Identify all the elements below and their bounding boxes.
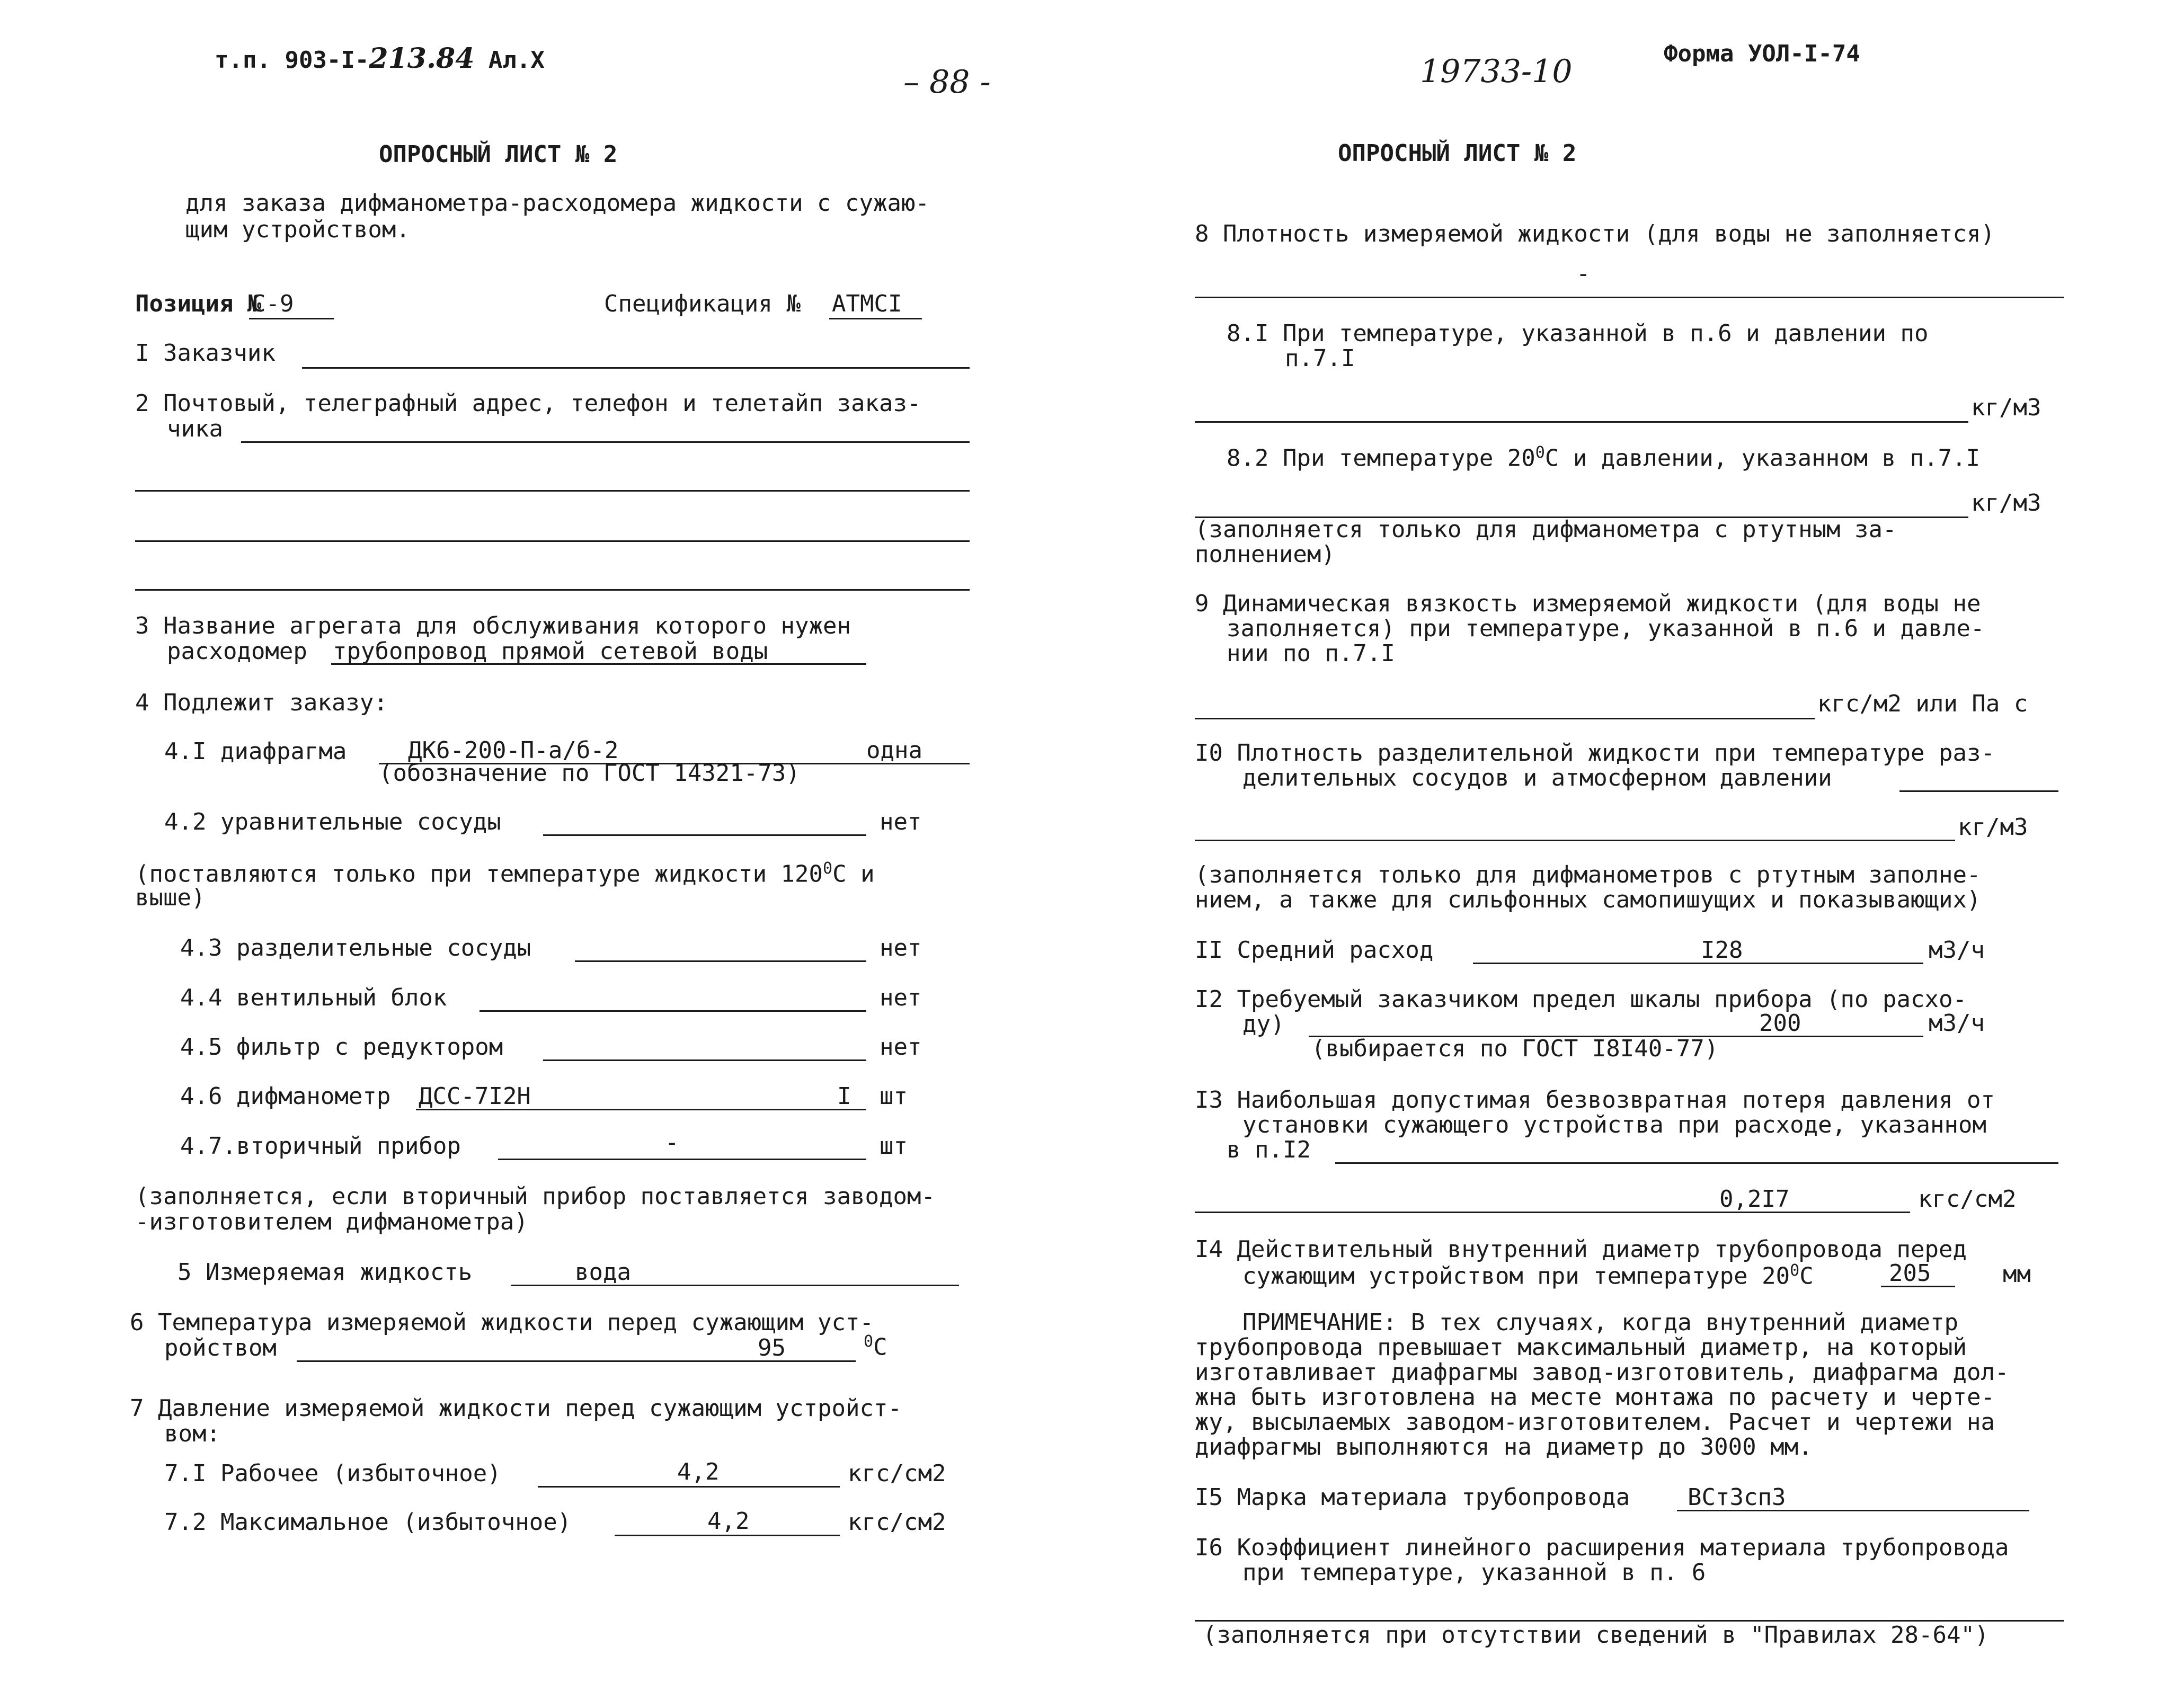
item-9-line-3: нии по п.7.I bbox=[1227, 640, 1395, 667]
item-4-4-label: 4.4 вентильный блок bbox=[180, 984, 447, 1011]
item-4-7-note-line-2: -изготовителем дифманометра) bbox=[135, 1208, 528, 1235]
item-8-2-note-line-1: (заполняется только для дифманометра с ртутным за- bbox=[1195, 516, 1897, 543]
item-4-5-value: нет bbox=[880, 1034, 922, 1061]
item-6-line-1: 6 Температура измеряемой жидкости перед сужающим уст- bbox=[130, 1309, 874, 1336]
note-line-2: трубопровода превышает максимальный диаметр, на который bbox=[1195, 1334, 1967, 1361]
position-value: С-9 bbox=[252, 290, 294, 317]
item-7-1-value: 4,2 bbox=[677, 1458, 720, 1485]
item-9-line-1: 9 Динамическая вязкость измеряемой жидкости (для воды не bbox=[1195, 590, 1981, 617]
right-page-title: ОПРОСНЫЙ ЛИСТ № 2 bbox=[1338, 140, 1577, 167]
item-4-7-label: 4.7.вторичный прибор bbox=[180, 1133, 461, 1160]
item-7-line-1: 7 Давление измеряемой жидкости перед сужающим устройст- bbox=[130, 1395, 902, 1422]
item-9-line-2: заполняется) при температуре, указанной в п.6 и давле- bbox=[1227, 615, 1985, 642]
position-label: Позиция № bbox=[135, 290, 262, 317]
item-9-unit: кгс/м2 или Па с bbox=[1817, 690, 2028, 717]
item-14-unit: мм bbox=[2003, 1261, 2031, 1288]
item-13-line-3: в п.I2 bbox=[1227, 1136, 1311, 1163]
item-15-label: I5 Марка материала трубопровода bbox=[1195, 1484, 1630, 1511]
item-7-1-underline bbox=[538, 1486, 840, 1488]
item-2-address-line-2: чика bbox=[167, 415, 223, 442]
item-7-2-underline bbox=[615, 1535, 840, 1536]
item-16-line-2: при температуре, указанной в п. 6 bbox=[1242, 1559, 1706, 1586]
item-5-underline bbox=[511, 1285, 959, 1286]
item-11-label: II Средний расход bbox=[1195, 937, 1434, 964]
item-4-2-underline bbox=[543, 834, 866, 836]
item-4-3-value: нет bbox=[880, 934, 922, 961]
item-1-customer: I Заказчик bbox=[135, 340, 276, 367]
item-8-2-label: 8.2 При температуре $20^0С$ и давлении, указанном в п.7.I bbox=[1227, 443, 1981, 472]
item-7-line-2: вом: bbox=[164, 1420, 220, 1447]
item-4-1-label: 4.I диафрагма bbox=[164, 738, 347, 765]
item-8-value: - bbox=[1576, 260, 1591, 287]
item-9-underline bbox=[1195, 718, 1815, 719]
item-6-value: 95 bbox=[758, 1334, 786, 1361]
item-12-note: (выбирается по ГОСТ I8I40-77) bbox=[1311, 1035, 1719, 1062]
item-8-2-unit: кг/м3 bbox=[1971, 489, 2041, 517]
item-11-unit: м3/ч bbox=[1929, 937, 1985, 964]
item-8-underline bbox=[1195, 297, 2064, 298]
item-14-line-1: I4 Действительный внутренний диаметр трубопровода перед bbox=[1195, 1236, 1967, 1263]
item-3-line-1: 3 Название агрегата для обслуживания которого нужен bbox=[135, 612, 851, 639]
note-line-3: изготавливает диафрагмы завод-изготовитель, диафрагма дол- bbox=[1195, 1359, 2009, 1386]
item-5-value: вода bbox=[575, 1259, 631, 1286]
item-4-2-label: 4.2 уравнительные сосуды bbox=[164, 808, 501, 835]
item-15-underline bbox=[1677, 1510, 2029, 1511]
note-line-6: диафрагмы выполняются на диаметр до 3000 мм. bbox=[1195, 1433, 1813, 1461]
item-6-unit: $^0$С bbox=[864, 1332, 887, 1361]
item-8-label: 8 Плотность измеряемой жидкости (для воды не заполняется) bbox=[1195, 220, 1995, 247]
address-line-d bbox=[135, 589, 970, 591]
item-13-underline-a bbox=[1335, 1162, 2058, 1164]
item-7-1-unit: кгс/см2 bbox=[848, 1460, 946, 1487]
address-line-a bbox=[241, 441, 970, 443]
item-14-line-2: сужающим устройством при температуре $20^0С$ bbox=[1242, 1261, 1814, 1290]
item-4-1-value: ДК6-200-П-а/б-2 bbox=[408, 737, 619, 764]
item-15-value: ВСт3сп3 bbox=[1688, 1484, 1786, 1511]
subtitle-line-1: для заказа дифманометра-расходомера жидкости с сужаю- bbox=[185, 190, 929, 217]
item-4-6-value: ДСС-7I2Н bbox=[419, 1083, 531, 1110]
customer-line bbox=[302, 367, 970, 369]
item-4-2-note-line-1: (поставляются только при температуре жидкости $120^0С$ и bbox=[135, 859, 875, 888]
item-10-note-line-1: (заполняется только для дифманометров с ртутным заполне- bbox=[1195, 861, 1981, 888]
document-number: 19733-10 bbox=[1420, 53, 1573, 90]
item-4-6-underline bbox=[416, 1109, 866, 1110]
item-12-line-1: I2 Требуемый заказчиком предел шкалы прибора (по расхо- bbox=[1195, 986, 1967, 1013]
spec-underline bbox=[829, 318, 922, 319]
item-3-underline bbox=[331, 663, 866, 665]
item-10-line-2: делительных сосудов и атмосферном давлении bbox=[1242, 764, 1832, 791]
item-4-2-note-line-2: выше) bbox=[135, 884, 206, 911]
item-4-7-note-line-1: (заполняется, если вторичный прибор поставляется заводом- bbox=[135, 1183, 935, 1210]
item-10-underline-a bbox=[1899, 790, 2058, 792]
position-underline bbox=[249, 318, 334, 319]
item-8-1-underline bbox=[1195, 421, 1968, 423]
item-4-3-label: 4.3 разделительные сосуды bbox=[180, 934, 531, 961]
item-3-line-2: расходомер bbox=[167, 638, 307, 665]
spec-value: АТМСI bbox=[832, 290, 902, 317]
document-reference: т.п. 903-I-213.84 Ал.X bbox=[215, 42, 545, 75]
item-3-value: трубопровод прямой сетевой воды bbox=[333, 638, 768, 665]
item-12-line-2: ду) bbox=[1242, 1011, 1285, 1038]
item-13-line-1: I3 Наибольшая допустимая безвозвратная потеря давления от bbox=[1195, 1087, 1995, 1114]
item-4-6-unit: шт bbox=[880, 1083, 908, 1110]
item-5-label: 5 Измеряемая жидкость bbox=[177, 1259, 473, 1286]
item-10-unit: кг/м3 bbox=[1958, 814, 2028, 841]
item-13-line-2: установки сужающего устройства при расходе, указанном bbox=[1242, 1111, 1986, 1138]
handwritten-reference-number: 213.84 bbox=[369, 42, 475, 75]
item-10-line-1: I0 Плотность разделительной жидкости при температуре раз- bbox=[1195, 740, 1995, 767]
item-4-5-underline bbox=[543, 1059, 866, 1061]
address-line-b bbox=[135, 490, 970, 492]
item-12-unit: м3/ч bbox=[1929, 1010, 1985, 1037]
item-7-2-value: 4,2 bbox=[707, 1508, 750, 1535]
item-7-2-unit: кгс/см2 bbox=[848, 1509, 946, 1536]
item-4-1-note: (обозначение по ГОСТ 14321-73) bbox=[379, 760, 800, 787]
note-line-1: ПРИМЕЧАНИЕ: В тех случаях, когда внутренний диаметр bbox=[1242, 1309, 1959, 1336]
form-label: Форма УОЛ-I-74 bbox=[1664, 40, 1860, 67]
note-line-5: жу, высылаемых заводом-изготовителем. Расчет и чертежи на bbox=[1195, 1409, 1995, 1436]
item-13-unit: кгс/см2 bbox=[1918, 1186, 2017, 1213]
item-8-1-line-2: п.7.I bbox=[1285, 345, 1355, 372]
item-14-value: 205 bbox=[1889, 1260, 1931, 1287]
item-10-note-line-2: нием, а также для сильфонных самопишущих и показывающих) bbox=[1195, 886, 1981, 913]
item-2-address-line-1: 2 Почтовый, телеграфный адрес, телефон и телетайп заказ- bbox=[135, 390, 921, 417]
item-14-underline bbox=[1881, 1286, 1955, 1287]
item-4-2-value: нет bbox=[880, 808, 922, 835]
item-16-line-1: I6 Коэффициент линейного расширения материала трубопровода bbox=[1195, 1534, 2009, 1561]
item-10-underline-b bbox=[1195, 840, 1955, 841]
item-8-1-line-1: 8.I При температуре, указанной в п.6 и давлении по bbox=[1227, 320, 1929, 347]
subtitle-line-2: щим устройством. bbox=[185, 216, 410, 243]
item-7-1-label: 7.I Рабочее (избыточное) bbox=[164, 1460, 501, 1487]
item-8-1-unit: кг/м3 bbox=[1971, 394, 2041, 421]
item-4-7-underline bbox=[498, 1159, 866, 1160]
item-4-7-value: - bbox=[665, 1129, 679, 1156]
item-13-value: 0,2I7 bbox=[1719, 1186, 1790, 1213]
item-4-4-value: нет bbox=[880, 984, 922, 1011]
item-11-value: I28 bbox=[1701, 937, 1743, 964]
item-4-3-underline bbox=[575, 960, 866, 962]
left-page-title: ОПРОСНЫЙ ЛИСТ № 2 bbox=[379, 141, 618, 168]
item-4-1-qty: одна bbox=[866, 737, 922, 764]
address-line-c bbox=[135, 540, 970, 542]
item-4-7-unit: шт bbox=[880, 1133, 908, 1160]
item-4-4-underline bbox=[480, 1010, 866, 1012]
item-13-underline-b bbox=[1195, 1212, 1910, 1213]
item-12-value: 200 bbox=[1759, 1010, 1801, 1037]
item-6-line-2: ройством bbox=[164, 1334, 277, 1361]
item-7-2-label: 7.2 Максимальное (избыточное) bbox=[164, 1509, 572, 1536]
item-16-note: (заполняется при отсутствии сведений в "Правилах 28-64") bbox=[1203, 1622, 1989, 1649]
page-number: – 88 - bbox=[903, 64, 991, 101]
note-line-4: жна быть изготовлена на месте монтажа по расчету и черте- bbox=[1195, 1384, 1995, 1411]
item-4-6-label: 4.6 дифманометр bbox=[180, 1083, 391, 1110]
item-11-underline bbox=[1473, 963, 1923, 964]
item-8-2-note-line-2: полнением) bbox=[1195, 541, 1335, 568]
spec-label: Спецификация № bbox=[604, 290, 801, 317]
item-4-header: 4 Подлежит заказу: bbox=[135, 689, 388, 716]
item-4-6-qty: I bbox=[837, 1083, 851, 1110]
item-4-5-label: 4.5 фильтр с редуктором bbox=[180, 1034, 503, 1061]
